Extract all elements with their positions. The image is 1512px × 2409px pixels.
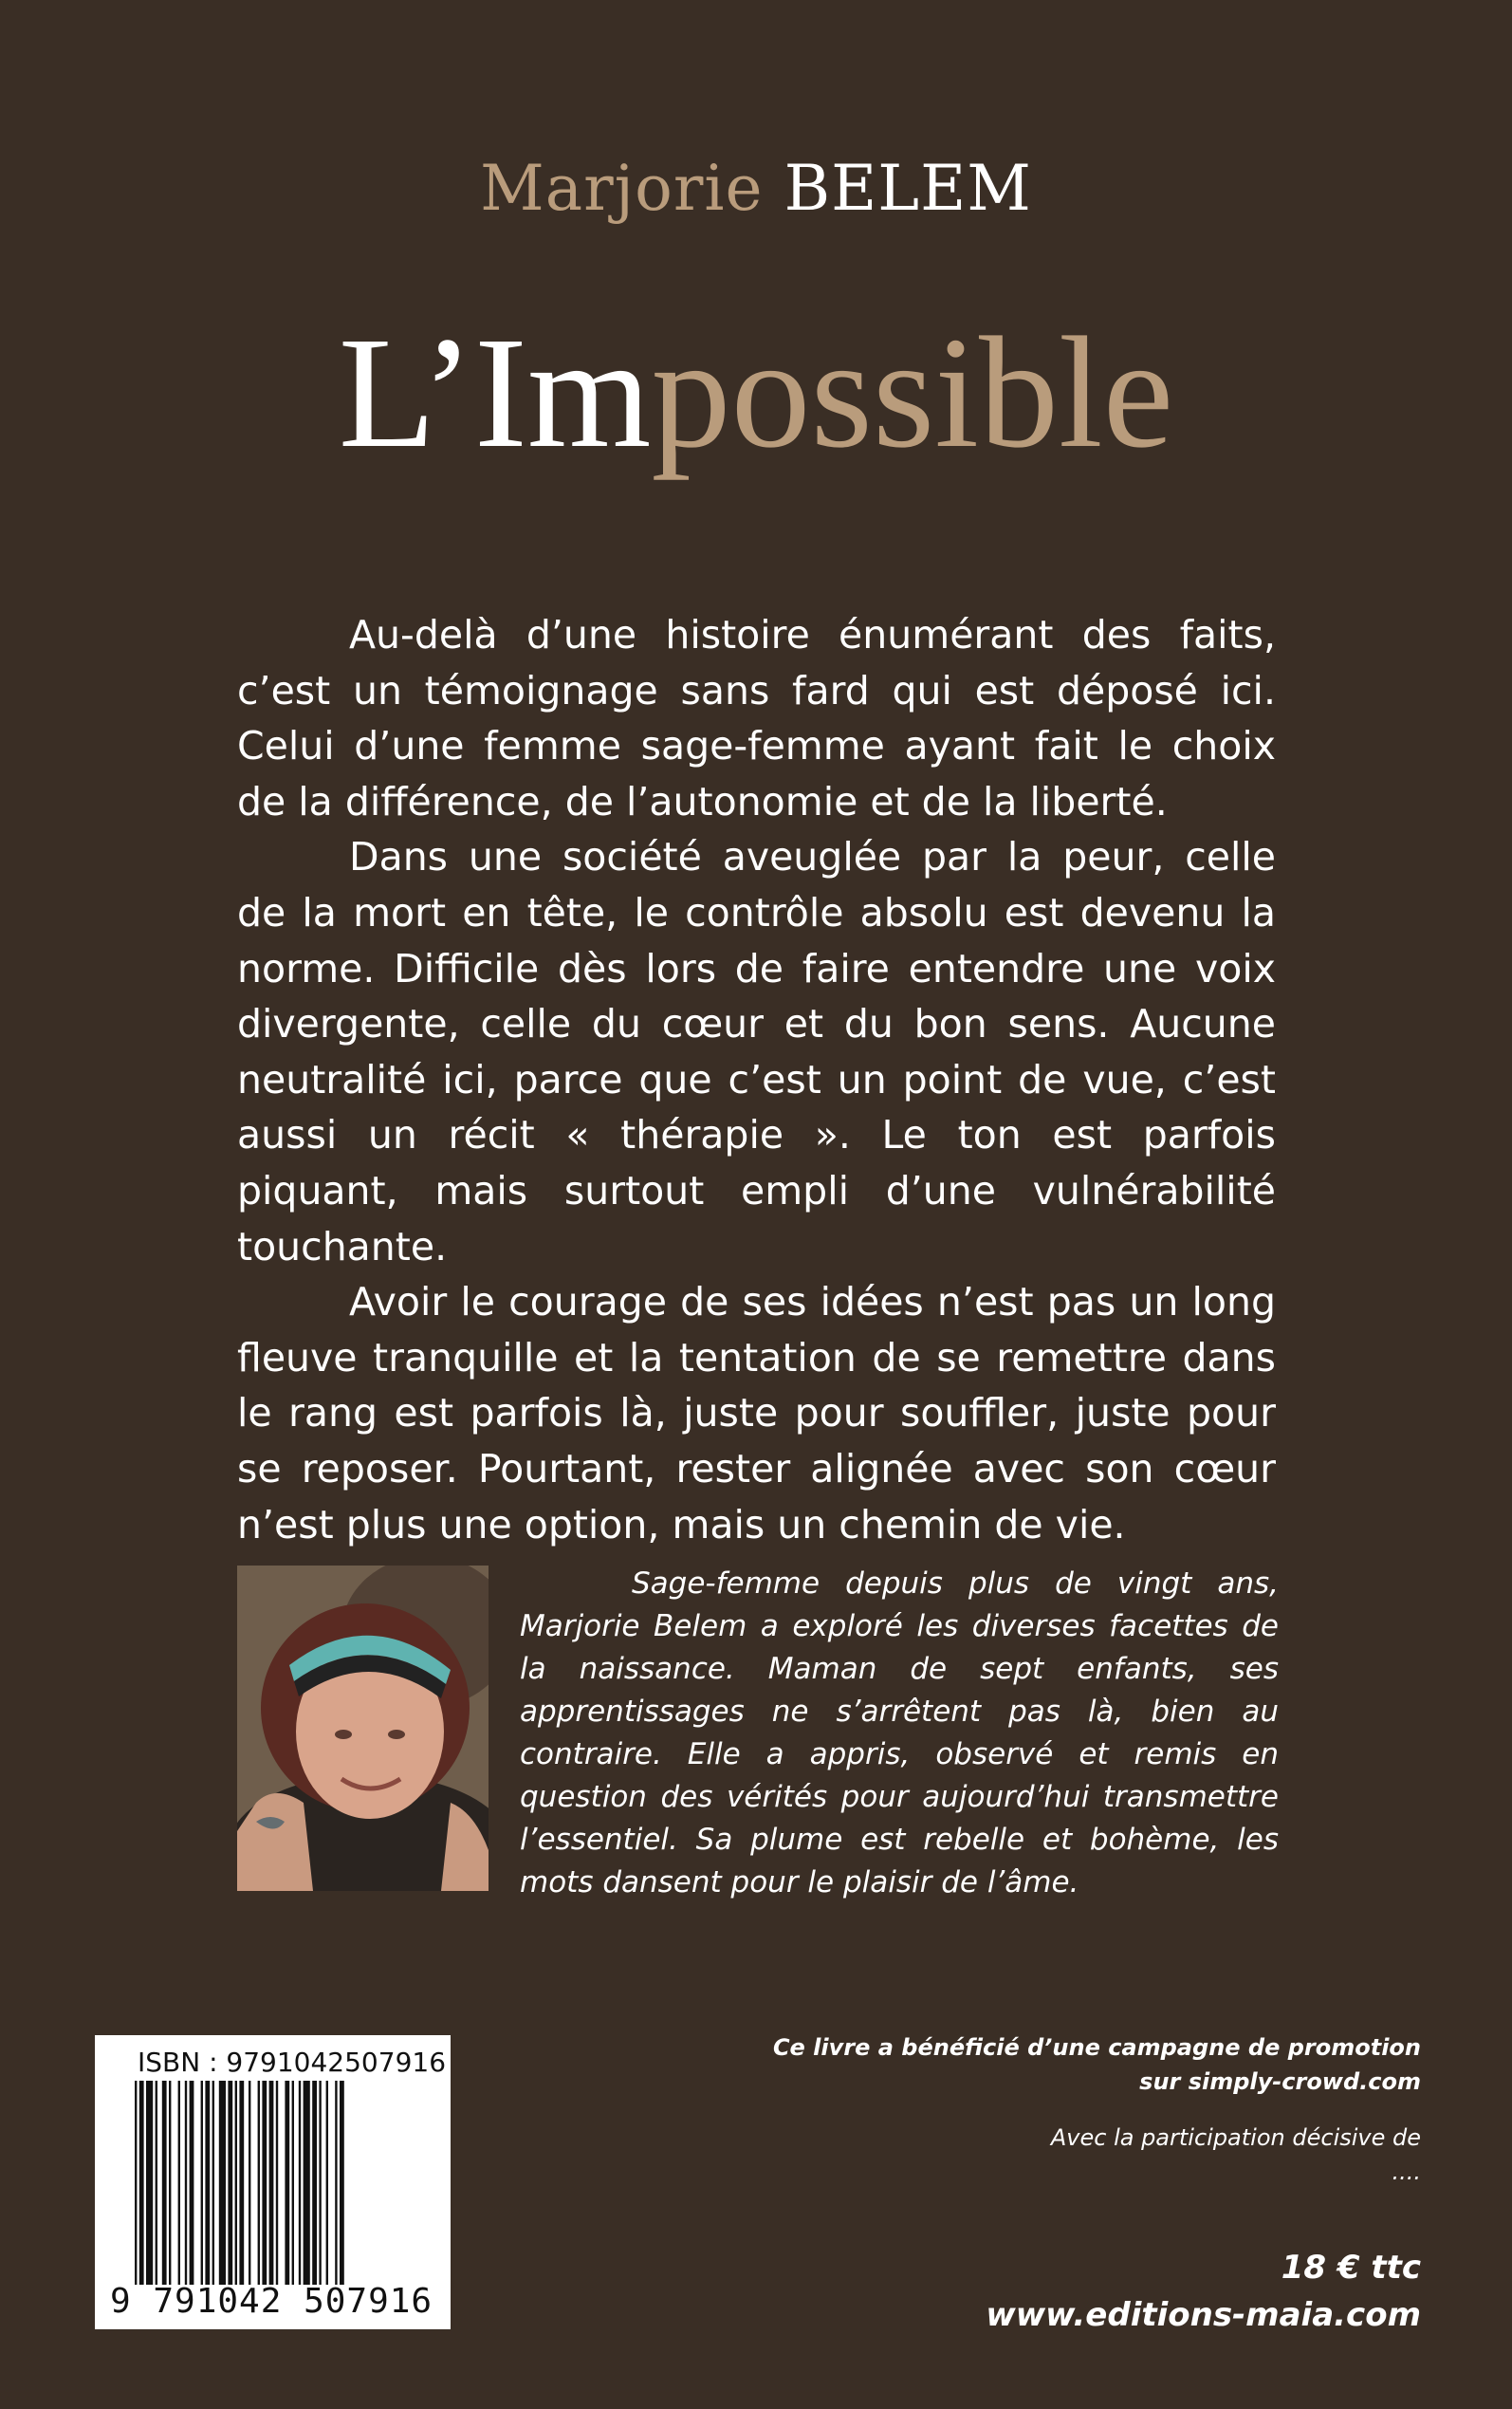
publisher-website: www.editions-maia.com xyxy=(986,2296,1421,2334)
author-last-name: BELEM xyxy=(784,152,1032,225)
participation-line: Avec la participation décisive de xyxy=(1050,2124,1421,2151)
price-amount: 18 € ttc xyxy=(1281,2249,1421,2287)
barcode-bars xyxy=(135,2081,419,2285)
participation-ellipsis: .... xyxy=(1392,2159,1421,2185)
book-title xyxy=(0,305,1512,481)
author-name xyxy=(0,152,1512,225)
blurb-paragraph-3: Avoir le courage de ses idées n’est pas un long fleuve tranquille et la tentation de se remettre dans le rang est parfois là, juste pour souffler, juste pour se reposer. Pourtant, rester alignée avec son cœur n’est plus une option, mais un chemin de vie. xyxy=(237,1279,1276,1547)
author-bio xyxy=(520,1563,1279,1904)
isbn-label: ISBN : 9791042507916 xyxy=(138,2047,447,2078)
author-photo xyxy=(237,1566,489,1891)
book-title-part2: possible xyxy=(651,305,1174,481)
book-title-part1: L’Im xyxy=(338,305,652,481)
blurb-paragraph-1: Au-delà d’une histoire énumérant des faits, c’est un témoignage sans fard qui est déposé ici. Celui d’une femme sage-femme ayant fait le choix de la différence, de l’autonomie et de la liberté. xyxy=(237,612,1276,825)
author-first-name: Marjorie xyxy=(480,152,764,225)
bio-text: Sage-femme depuis plus de vingt ans, Marjorie Belem a exploré les diverses facettes de la naissance. Maman de sept enfants, ses apprentissages ne s’arrêtent pas là, bien au contraire. Elle a appris, observé et remis en question des vérités pour aujourd’hui transmettre l’essentiel. Sa plume est rebelle et bohème, les mots dansent pour le plaisir de l’âme. xyxy=(520,1566,1279,1899)
author-portrait-icon xyxy=(237,1566,489,1891)
promo-text xyxy=(738,2030,1421,2099)
promo-line-1: Ce livre a bénéficié d’une campagne de promotion xyxy=(772,2034,1421,2061)
book-blurb xyxy=(237,607,1276,1552)
promo-line-2: sur simply-crowd.com xyxy=(1139,2068,1421,2095)
isbn-barcode xyxy=(95,2035,451,2329)
price-block xyxy=(986,2244,1421,2339)
blurb-paragraph-2: Dans une société aveuglée par la peur, celle de la mort en tête, le contrôle absolu est devenu la norme. Difficile dès lors de faire entendre une voix divergente, celle du cœur et du bon sens. Aucune neutralité ici, parce que c’est un point de vue, c’est aussi un récit « thérapie ». Le ton est parfois piquant, mais surtout empli d’une vulnérabilité touchante. xyxy=(237,834,1276,1269)
participation-text xyxy=(738,2121,1421,2189)
barcode-digits: 9 791042 507916 xyxy=(110,2282,433,2321)
